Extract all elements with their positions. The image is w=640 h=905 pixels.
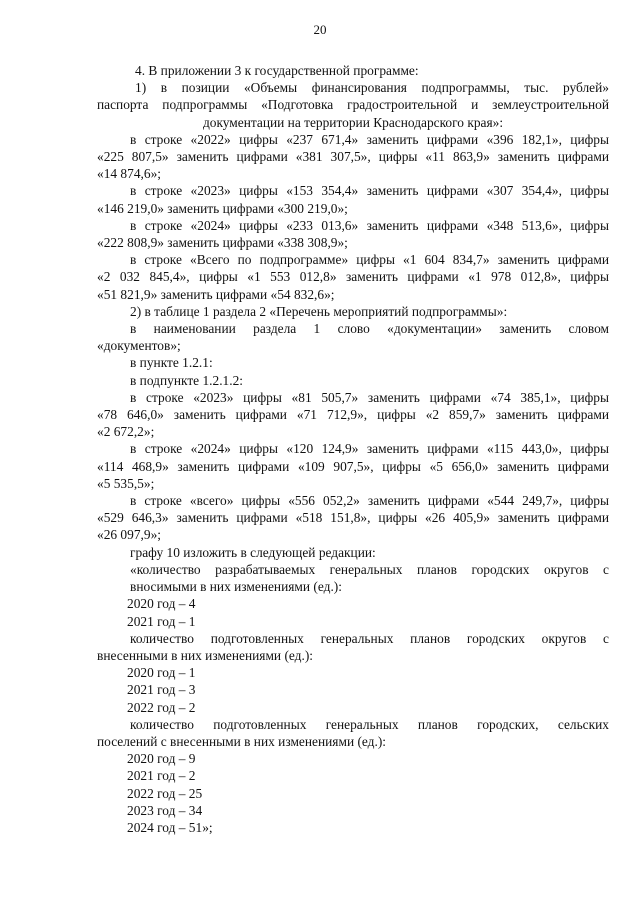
text-line: «14 874,6»;	[97, 166, 161, 182]
text-line: паспорта подпрограммы «Подготовка градостроительной и землеустроительной	[97, 97, 609, 113]
text-line: «26 097,9»;	[97, 527, 161, 543]
text-line: 2020 год – 4	[127, 596, 196, 612]
text-line: «225 807,5» заменить цифрами «381 307,5», цифры «11 863,9» заменить цифрами	[97, 149, 609, 165]
text-line: 2021 год – 1	[127, 613, 196, 629]
text-line: «5 535,5»;	[97, 475, 155, 491]
text-line: 2022 год – 25	[127, 785, 203, 801]
text-line: в строке «2022» цифры «237 671,4» заменить цифрами «396 182,1», цифры	[130, 131, 609, 147]
page-number: 20	[313, 22, 327, 37]
text-line: 2021 год – 3	[127, 682, 196, 698]
text-line: «529 646,3» заменить цифрами «518 151,8», цифры «26 405,9» заменить цифрами	[97, 510, 609, 526]
text-line: «количество разрабатываемых генеральных планов городских округов с	[130, 561, 609, 577]
text-line: графу 10 изложить в следующей редакции:	[130, 544, 376, 560]
text-line: «2 672,2»;	[97, 424, 155, 440]
text-line: 4. В приложении 3 к государственной программе:	[135, 63, 419, 78]
text-line: в строке «Всего по подпрограмме» цифры «1 604 834,7» заменить цифрами	[130, 252, 609, 268]
text-line: в строке «2023» цифры «81 505,7» заменить цифрами «74 385,1», цифры	[130, 389, 609, 405]
text-line: «2 032 845,4», цифры «1 553 012,8» заменить цифрами «1 978 012,8», цифры	[97, 269, 609, 285]
text-line: внесенными в них изменениями (ед.):	[97, 647, 314, 663]
text-line: количество подготовленных генеральных планов городских округов с	[130, 630, 609, 646]
text-line: «222 808,9» заменить цифрами «338 308,9»;	[97, 235, 348, 251]
text-line: поселений с внесенными в них изменениями (ед.):	[97, 733, 387, 749]
text-line: в строке «всего» цифры «556 052,2» заменить цифрами «544 249,7», цифры	[130, 493, 609, 509]
document-body	[97, 62, 609, 836]
text-line: документации на территории Краснодарского края»:	[202, 114, 504, 130]
text-line: количество подготовленных генеральных планов городских, сельских	[130, 716, 609, 732]
text-line: в строке «2024» цифры «120 124,9» заменить цифрами «115 443,0», цифры	[130, 441, 609, 457]
text-line: 1) в позиции «Объемы финансирования подпрограммы, тыс. рублей»	[135, 80, 609, 96]
text-line: 2020 год – 1	[127, 665, 196, 681]
text-line: 2020 год – 9	[127, 751, 196, 767]
text-line: «51 821,9» заменить цифрами «54 832,6»;	[97, 286, 335, 302]
text-line: в пункте 1.2.1:	[130, 355, 213, 371]
text-line: 2021 год – 2	[127, 768, 196, 784]
text-line: 2022 год – 2	[127, 699, 196, 715]
text-line: «146 219,0» заменить цифрами «300 219,0»;	[97, 200, 348, 216]
text-line: «114 468,9» заменить цифрами «109 907,5», цифры «5 656,0» заменить цифрами	[97, 458, 609, 474]
text-line: 2024 год – 51»;	[127, 819, 213, 835]
text-line: вносимыми в них изменениями (ед.):	[130, 579, 342, 595]
text-line: «документов»;	[97, 338, 181, 354]
text-line: 2023 год – 34	[127, 802, 203, 818]
text-line: 2) в таблице 1 раздела 2 «Перечень мероприятий подпрограммы»:	[130, 303, 508, 319]
text-line: в наименовании раздела 1 слово «документации» заменить словом	[130, 321, 609, 337]
text-line: в строке «2024» цифры «233 013,6» заменить цифрами «348 513,6», цифры	[130, 217, 609, 233]
text-line: в строке «2023» цифры «153 354,4» заменить цифрами «307 354,4», цифры	[130, 183, 609, 199]
text-line: «78 646,0» заменить цифрами «71 712,9», цифры «2 859,7» заменить цифрами	[97, 407, 609, 423]
text-line: в подпункте 1.2.1.2:	[130, 372, 244, 388]
